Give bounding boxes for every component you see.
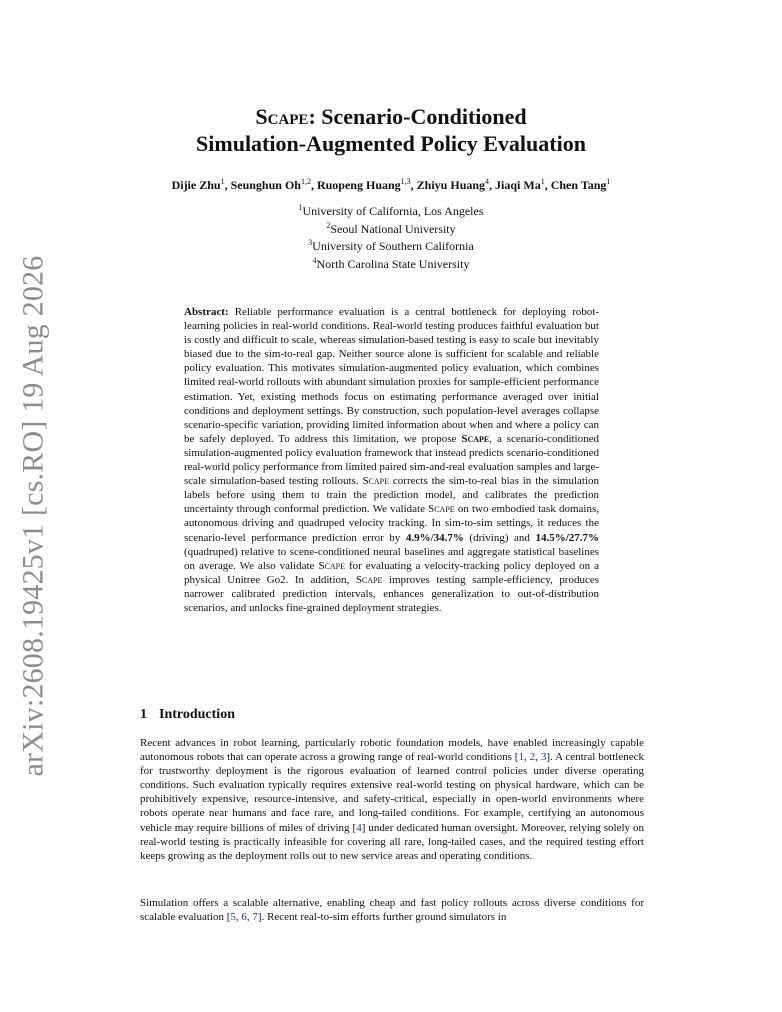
method-name: Scape: [355, 573, 383, 586]
author-affiliation-mark: 1,3: [400, 177, 411, 186]
result-quadruped: 14.5%/27.7%: [535, 531, 599, 544]
method-name: Scape: [461, 432, 490, 445]
title-line2: Simulation-Augmented Policy Evaluation: [196, 131, 586, 156]
author-name: Dijie Zhu: [171, 178, 221, 192]
citation-link[interactable]: 2: [529, 751, 536, 764]
author-name: Seunghun Oh: [230, 178, 301, 192]
author-affiliation-mark: 1,2: [300, 177, 311, 186]
title-line1-rest: : Scenario-Conditioned: [308, 104, 527, 129]
affiliation-list: [200, 201, 582, 271]
author-list: Dijie Zhu$^1$, Seunghun Oh$^{1,2}$, Ruopeng Huang$^{1,3}$, Zhiyu Huang$^4$, Jiaqi Ma$^1$, Chen Tang$^1$: [171, 177, 611, 192]
citation-link[interactable]: 5: [230, 911, 236, 924]
citation-link[interactable]: 3: [540, 751, 547, 764]
citation-link[interactable]: 7: [252, 911, 258, 924]
section-number: 1: [140, 707, 147, 722]
author-affiliation-mark: 4: [485, 177, 490, 186]
result-driving: 4.9%/34.7%: [405, 531, 464, 544]
method-name: Scape: [362, 475, 390, 488]
section-title: Introduction: [159, 707, 235, 722]
intro-paragraph-2: Simulation offers a scalable alternative, enabling cheap and fast policy rollouts across diverse conditions for scalable evaluation [5, 6, 7]. Recent real-to-sim efforts further ground simulators in: [140, 897, 644, 924]
arxiv-identifier-stamp: [13, 255, 53, 777]
author-name: Chen Tang: [550, 178, 607, 192]
author-affiliation-mark: 1: [606, 177, 611, 186]
author-name: Zhiyu Huang: [416, 178, 486, 192]
method-name: Scape: [318, 559, 346, 572]
author-affiliation-mark: 1: [220, 177, 225, 186]
title-method-name: Scape: [255, 104, 309, 129]
abstract: Abstract: Reliable performance evaluation is a central bottleneck for deploying robot-learning policies in real-world conditions. Real-world testing produces faithful evaluation but is costly and difficult to scale, whereas simulation-based testing is easy to scale but inevitably biased due to the sim-to-real gap. Neither source alone is sufficient for scalable and reliable policy evaluation. This motivates simulation-augmented policy evaluation, which combines limited real-world rollouts with abundant simulation proxies for sample-efficient performance estimation. Yet, existing methods focus on estimating performance averaged over initial conditions and deployment settings. By construction, such population-level averages collapse scenario-specific variation, providing limited information about when and where a policy can be safely deployed. To address this limitation, we propose Scape, a scenario-conditioned simulation-augmented policy evaluation framework that instead predicts scenario-conditioned real-world policy performance from limited paired sim-and-real evaluation samples and large-scale simulation-based testing rollouts. Scape corrects the sim-to-real bias in the simulation labels before using them to train the prediction model, and calibrates the prediction uncertainty through conformal prediction. We validate Scape on two embodied task domains, autonomous driving and quadruped velocity tracking. In sim-to-sim settings, it reduces the scenario-level performance prediction error by 4.9%/34.7% (driving) and 14.5%/27.7% (quadruped) relative to scene-conditioned neural baselines and aggregate statistical baselines on average. We also validate Scape for evaluating a velocity-tracking policy deployed on a physical Unitree Go2. In addition, Scape improves testing sample-efficiency, produces narrower calibrated prediction intervals, enhances generalization to out-of-distribution scenarios, and unlocks fine-grained deployment strategies.: [184, 306, 600, 614]
affiliation-item: $^2$Seoul National University: [326, 220, 456, 236]
paper-title: [100, 103, 682, 157]
citation-link[interactable]: 1: [518, 751, 524, 764]
method-name: Scape: [428, 503, 455, 516]
affiliation-item: $^4$North Carolina State University: [312, 255, 470, 271]
affiliation-item: $^3$University of Southern California: [308, 238, 474, 253]
citation-link[interactable]: 4: [356, 821, 362, 834]
author-affiliation-mark: 1: [540, 177, 545, 186]
citation-link[interactable]: 6: [241, 911, 247, 924]
abstract-label: Abstract:: [184, 306, 229, 318]
author-name: Jiaqi Ma: [495, 178, 541, 192]
affiliation-item: $^1$University of California, Los Angeles: [298, 203, 484, 218]
author-name: Ruopeng Huang: [316, 178, 401, 192]
section-heading: [140, 707, 235, 723]
intro-paragraph-1: Recent advances in robot learning, particularly robotic foundation models, have enabled increasingly capable autonomous robots that can operate across a growing range of real-world conditions [1, 2, 3]. A central bottleneck for trustworthy deployment is the rigorous evaluation of learned control policies under diverse operating conditions. Such evaluation typically requires extensive real-world testing on physical hardware, which can be prohibitively expensive, resource-intensive, and safety-critical, especially in open-world environments where robots operate near humans and face rare, and long-tailed conditions. For example, certifying an autonomous vehicle may require billions of miles of driving [4] under dedicated human oversight. Moreover, relying solely on real-world testing is practically infeasible for covering all rare, long-tailed cases, and the required testing effort keeps growing as the deployment rolls out to new service areas and operating conditions.: [140, 737, 645, 862]
arxiv-identifier-text: arXiv:2608.19425v1 [cs.RO] 19 Aug 2026: [16, 255, 49, 777]
